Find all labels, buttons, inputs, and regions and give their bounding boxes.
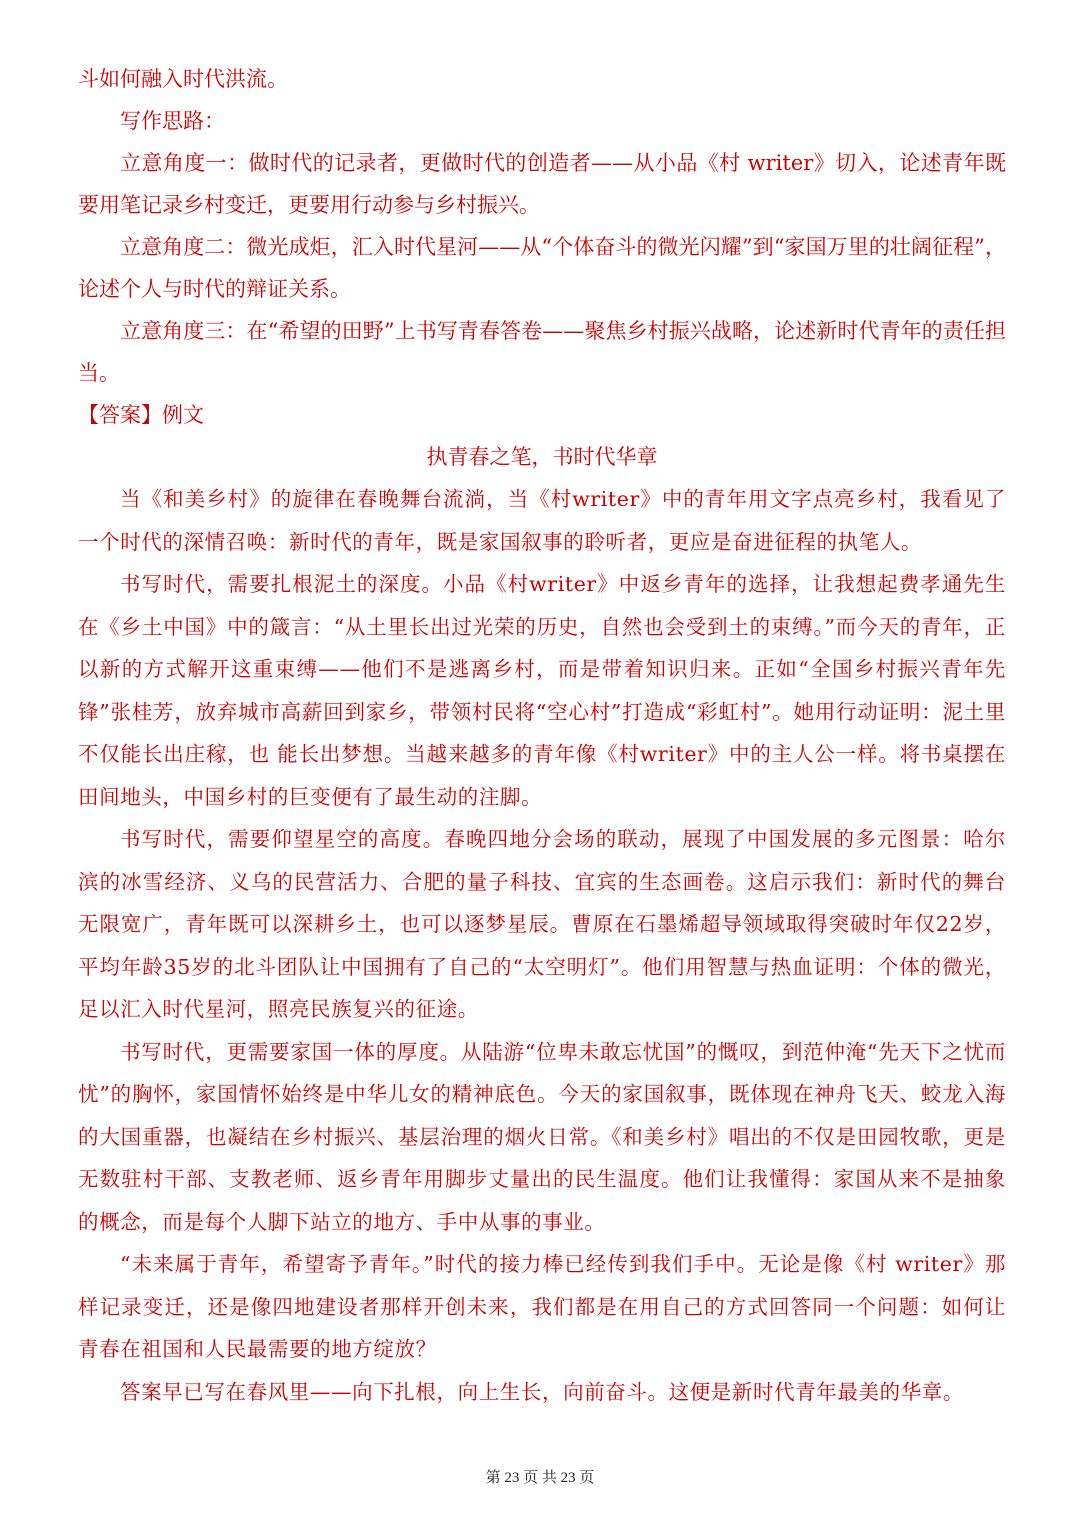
essay-title: 执青春之笔，书时代华章 xyxy=(426,445,658,469)
essay-paragraph: 书写时代，需要仰望星空的高度。春晚四地分会场的联动，展现了中国发展的多元图景：哈尔滨的冰雪经济、义乌的民营活力、合肥的量子科技、宜宾的生态画卷。这启示我们：新时代的舞台无限宽广，青年既可以深耕乡土，也可以逐梦星辰。曹原在石墨烯超导领域取得突破时年仅22岁，平均年龄35岁的北斗团队让中国拥有了自己的“太空明灯”。他们用智慧与热血证明：个体的微光，足以汇入时代星河，照亮民族复兴的征途。 xyxy=(78,827,1006,1021)
page-footer: 第 23 页 共 23 页 xyxy=(485,1470,595,1486)
essay-paragraph: 当《和美乡村》的旋律在春晚舞台流淌，当《村writer》中的青年用文字点亮乡村，我看见了一个时代的深情召唤：新时代的青年，既是家国叙事的聆听者，更应是奋进征程的执笔人。 xyxy=(78,487,1006,554)
answer-heading xyxy=(78,394,1006,436)
answer-label-suffix: 例文 xyxy=(162,403,204,427)
essay-body xyxy=(78,478,1006,1413)
essay-paragraph: 书写时代，需要扎根泥土的深度。小品《村writer》中返乡青年的选择，让我想起费孝通先生在《乡土中国》中的箴言：“从土里长出过光荣的历史，自然也会受到土的束缚。”而今天的青年，正以新的方式解开这重束缚——他们不是逃离乡村，而是带着知识归来。正如“全国乡村振兴青年先锋”张桂芳，放弃城市高薪回到家乡，带领村民将“空心村”打造成“彩虹村”。她用行动证明：泥土里不仅能长出庄稼，也 能长出梦想。当越来越多的青年像《村writer》中的主人公一样。将书桌摆在田间地头，中国乡村的巨变便有了最生动的注脚。 xyxy=(78,572,1006,809)
angle-one: 立意角度一：做时代的记录者，更做时代的创造者——从小品《村 writer》切入，论述青年既要用笔记录乡村变迁，更要用行动参与乡村振兴。 xyxy=(78,151,1006,217)
intro-continuation: 斗如何融入时代洪流。 xyxy=(78,67,288,91)
answer-bracket-label: 【答案】 xyxy=(78,403,162,427)
writing-ideas-label: 写作思路： xyxy=(120,109,225,133)
document-page xyxy=(78,58,1006,1413)
essay-paragraph: 答案早已写在春风里——向下扎根，向上生长，向前奋斗。这便是新时代青年最美的华章。 xyxy=(120,1379,964,1404)
essay-paragraph: 书写时代，更需要家国一体的厚度。从陆游“位卑未敢忘忧国”的慨叹，到范仲淹“先天下之忧而忧”的胸怀，家国情怀始终是中华儿女的精神底色。今天的家国叙事，既体现在神舟飞天、蛟龙入海的大国重器，也凝结在乡村振兴、基层治理的烟火日常。《和美乡村》唱出的不仅是田园牧歌，更是无数驻村干部、支教老师、返乡青年用脚步丈量出的民生温度。他们让我懂得：家国从来不是抽象的概念，而是每个人脚下站立的地方、手中从事的事业。 xyxy=(78,1039,1006,1234)
angle-three: 立意角度三：在“希望的田野”上书写青春答卷——聚焦乡村振兴战略，论述新时代青年的责任担当。 xyxy=(78,319,1006,385)
essay-paragraph: “未来属于青年，希望寄予青年。”时代的接力棒已经传到我们手中。无论是像《村 writer》那样记录变迁，还是像四地建设者那样开创未来，我们都是在用自己的方式回答同一个问题：如何让青春在祖国和人民最需要的地方绽放？ xyxy=(78,1252,1006,1361)
angle-two: 立意角度二：微光成炬，汇入时代星河——从“个体奋斗的微光闪耀”到“家国万里的壮阔征程”，论述个人与时代的辩证关系。 xyxy=(78,235,1006,301)
